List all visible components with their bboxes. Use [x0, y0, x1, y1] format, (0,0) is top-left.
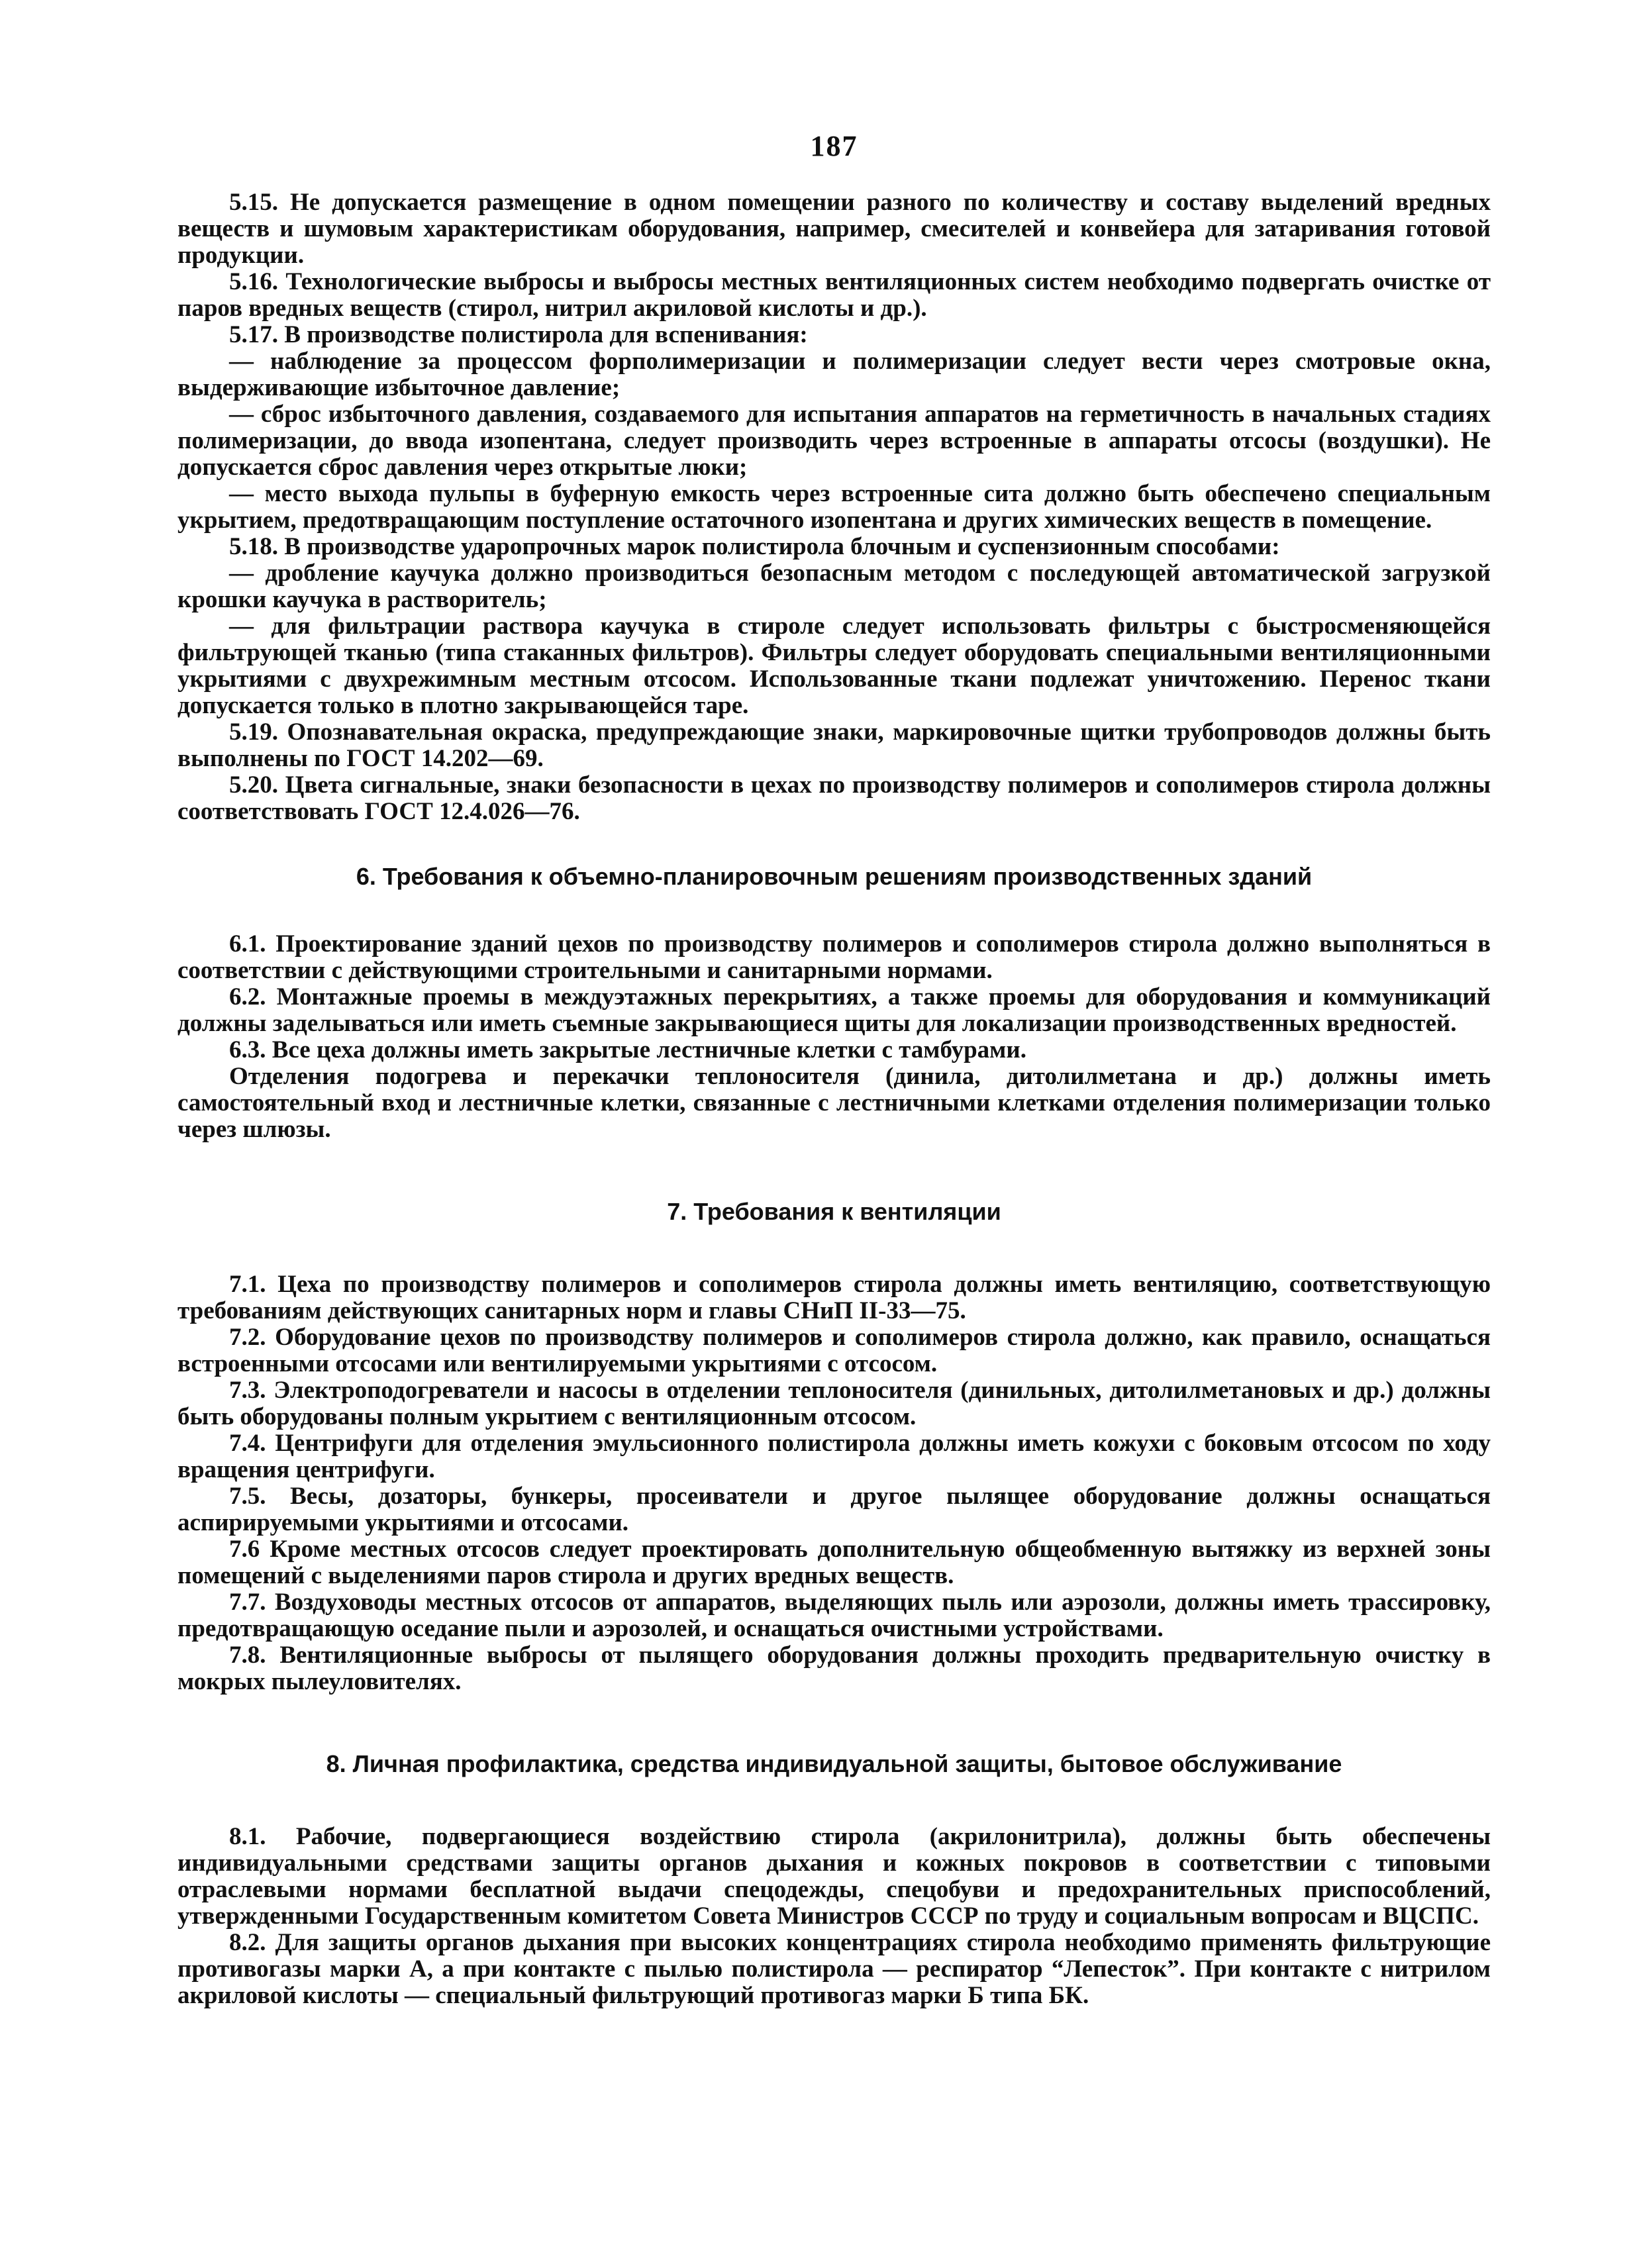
paragraph-5-18: 5.18. В производстве ударопрочных марок полистирола блочным и суспензионным способами:	[229, 533, 1280, 560]
paragraph-6-1: 6.1. Проектирование зданий цехов по производству полимеров и сополимеров стирола должно выполняться в соответствии с действующими строительными и санитарными нормами.	[177, 930, 1491, 984]
paragraph-5-17: 5.17. В производстве полистирола для вспенивания:	[229, 321, 808, 348]
page-number: 187	[810, 130, 858, 162]
paragraph-5-17-item-2: — сброс избыточного давления, создаваемого для испытания аппаратов на герметичность в начальных стадиях полимеризации, до ввода изопентана, следует производить через встроенные в аппараты отсосы (воздушки). Не допускается сброс давления через открытые люки;	[177, 401, 1491, 481]
section-6-heading: 6. Требования к объемно-планировочным решениям производственных зданий	[356, 863, 1313, 890]
paragraph-5-20: 5.20. Цвета сигнальные, знаки безопасности в цехах по производству полимеров и сополимеров стирола должны соответствовать ГОСТ 12.4.026—76.	[177, 771, 1491, 825]
paragraph-5-17-item-1: — наблюдение за процессом форполимеризации и полимеризации следует вести через смотровые окна, выдерживающие избыточное давление;	[177, 348, 1491, 401]
section-7	[177, 1199, 1491, 1695]
paragraph-7-7: 7.7. Воздуховоды местных отсосов от аппаратов, выделяющих пыль или аэрозоли, должны иметь трассировку, предотвращающую оседание пыли и аэрозолей, и оснащаться очистными устройствами.	[177, 1589, 1491, 1642]
paragraph-5-17-item-3: — место выхода пульпы в буферную емкость через встроенные сита должно быть обеспечено специальным укрытием, предотвращающим поступление остаточного изопентана и других химических веществ в помещение.	[177, 480, 1491, 534]
paragraph-7-8: 7.8. Вентиляционные выбросы от пылящего оборудования должны проходить предварительную очистку в мокрых пылеуловителях.	[177, 1642, 1491, 1695]
paragraph-7-1: 7.1. Цеха по производству полимеров и сополимеров стирола должны иметь вентиляцию, соответствующую требованиям действующих санитарных норм и главы СНиП II-33—75.	[177, 1271, 1491, 1324]
paragraph-7-2: 7.2. Оборудование цехов по производству полимеров и сополимеров стирола должно, как правило, оснащаться встроенными отсосами или вентилируемыми укрытиями с отсосом.	[177, 1324, 1491, 1377]
section-8	[177, 1751, 1491, 2009]
section-8-heading: 8. Личная профилактика, средства индивидуальной защиты, бытовое обслуживание	[326, 1750, 1342, 1777]
paragraph-7-3: 7.3. Электроподогреватели и насосы в отделении теплоносителя (динильных, дитолилметановых и др.) должны быть оборудованы полным укрытием с вентиляционным отсосом.	[177, 1377, 1491, 1430]
section-7-heading: 7. Требования к вентиляции	[667, 1198, 1001, 1225]
paragraph-5-18-item-2: — для фильтрации раствора каучука в стироле следует использовать фильтры с быстросменяющейся фильтрующей тканью (типа стаканных фильтров). Фильтры следует оборудовать специальными вентиляционными укрытиями с двухрежимным местным отсосом. Использованные ткани подлежат уничтожению. Перенос ткани допускается только в плотно закрывающейся таре.	[177, 613, 1491, 719]
paragraph-7-6: 7.6 Кроме местных отсосов следует проектировать дополнительную общеобменную вытяжку из верхней зоны помещений с выделениями паров стирола и других вредных веществ.	[177, 1536, 1491, 1589]
section-6	[177, 863, 1491, 1143]
section-5-continuation	[177, 189, 1491, 825]
paragraph-8-1: 8.1. Рабочие, подвергающиеся воздействию стирола (акрилонитрила), должны быть обеспечены индивидуальными средствами защиты органов дыхания и кожных покровов в соответствии с типовыми отраслевыми нормами бесплатной выдачи спецодежды, спецобуви и предохранительных приспособлений, утвержденными Государственным комитетом Совета Министров СССР по труду и социальным вопросам и ВЦСПС.	[177, 1823, 1491, 1930]
paragraph-5-16: 5.16. Технологические выбросы и выбросы местных вентиляционных систем необходимо подвергать очистке от паров вредных веществ (стирол, нитрил акриловой кислоты и др.).	[177, 268, 1491, 322]
paragraph-5-19: 5.19. Опознавательная окраска, предупреждающие знаки, маркировочные щитки трубопроводов должны быть выполнены по ГОСТ 14.202—69.	[177, 718, 1491, 772]
paragraph-6-3-cont: Отделения подогрева и перекачки теплоносителя (динила, дитолилметана и др.) должны иметь самостоятельный вход и лестничные клетки, связанные с лестничными клетками отделения полимеризации только через шлюзы.	[177, 1063, 1491, 1143]
paragraph-8-2: 8.2. Для защиты органов дыхания при высоких концентрациях стирола необходимо применять фильтрующие противогазы марки А, а при контакте с пылью полистирола — респиратор “Лепесток”. При контакте с нитрилом акриловой кислоты — специальный фильтрующий противогаз марки Б типа БК.	[177, 1929, 1491, 2009]
paragraph-6-3: 6.3. Все цеха должны иметь закрытые лестничные клетки с тамбурами.	[229, 1036, 1026, 1063]
paragraph-5-18-item-1: — дробление каучука должно производиться безопасным методом с последующей автоматической загрузкой крошки каучука в растворитель;	[177, 560, 1491, 613]
paragraph-7-5: 7.5. Весы, дозаторы, бункеры, просеиватели и другое пылящее оборудование должны оснащаться аспирируемыми укрытиями и отсосами.	[177, 1483, 1491, 1536]
paragraph-6-2: 6.2. Монтажные проемы в междуэтажных перекрытиях, а также проемы для оборудования и коммуникаций должны заделываться или иметь съемные закрывающиеся щиты для локализации производственных вредностей.	[177, 983, 1491, 1037]
paragraph-5-15: 5.15. Не допускается размещение в одном помещении разного по количеству и составу выделений вредных веществ и шумовым характеристикам оборудования, например, смесителей и конвейера для затаривания готовой продукции.	[177, 189, 1491, 269]
paragraph-7-4: 7.4. Центрифуги для отделения эмульсионного полистирола должны иметь кожухи с боковым отсосом по ходу вращения центрифуги.	[177, 1430, 1491, 1483]
document-body	[177, 189, 1491, 2009]
